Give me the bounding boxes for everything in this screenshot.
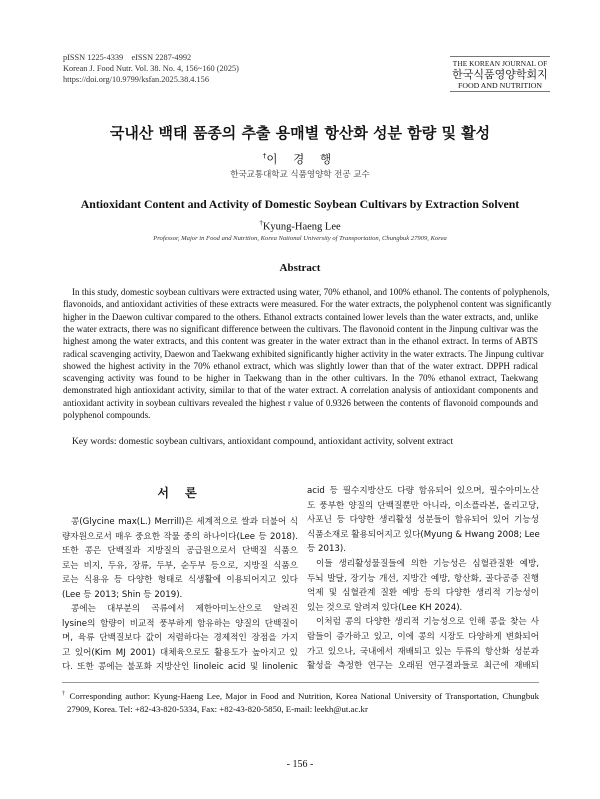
abstract-line: radical scavenging activity, Daewon and Taekwang exhibited significantly higher activity in the water extracts. The Jinpung cultivar xyxy=(63,348,544,359)
footnote-divider xyxy=(62,682,539,683)
doi-link[interactable]: https://doi.org/10.9799/ksfan.2025.38.4.156 xyxy=(63,75,209,84)
abstract-line: antioxidant activity in soybean cultivars revealed the highest r value of 0.9326 between the contents of flavonoid compounds and xyxy=(63,397,538,408)
paragraph-line: 콩에는 대부분의 곡류에서 제한아미노산으로 알려진 xyxy=(71,604,298,614)
paragraph-line: 또한 콩은 단백질과 지방질의 공급원으로서 단백질 식품으 xyxy=(62,546,298,556)
paragraph-line: 있는 것으로 알려져 있다(Lee KH 2024). xyxy=(307,602,463,613)
english-author-name: Kyung-Haeng Lee xyxy=(262,221,341,233)
journal-name-line1: THE KOREAN JOURNAL OF xyxy=(452,59,548,68)
paragraph-line: 억제 및 심혈관계 질환 예방 등의 다양한 생리적 기능성이 xyxy=(307,588,539,599)
journal-name-korean: 한국식품영양학회지 xyxy=(452,68,548,81)
introduction-heading: 서 론 xyxy=(157,486,203,500)
journal-name-line3: FOOD AND NUTRITION xyxy=(457,81,543,90)
paragraph-line: 콩(Glycine max(L.) Merrill)은 세계적으로 쌀과 더불어 식 xyxy=(71,517,298,527)
english-affiliation: Professor, Major in Food and Nutrition, Korea National University of Transportation, Chungbuk 27909, Korea xyxy=(153,235,447,242)
dagger-mark: † xyxy=(259,219,263,227)
korean-author-name: 이 경 행 xyxy=(266,152,338,166)
abstract-line: higher in the Daewon cultivar compared to the others. Ethanol extracts contained lower levels than the water extracts, and, unlike xyxy=(63,311,538,322)
abstract-line: flavonoids, and antioxidant activities of these extracts were measured. For the water extracts, the polyphenol content was significantly xyxy=(63,299,552,310)
paragraph-line: 활성을 측정한 연구는 오래된 연구결과들로 최근에 재배되 xyxy=(307,661,539,672)
footnote-line-2: 27909, Korea. Tel: +82-43-820-5334, Fax: +82-43-820-5850, E-mail: leekh@ut.ac.kr xyxy=(67,703,368,714)
korean-title: 국내산 백태 품종의 추출 용매별 항산화 성분 함량 및 활성 xyxy=(109,124,491,142)
paragraph-line: 식품소재로 활용되어지고 있다(Myung & Hwang 2008; Lee xyxy=(307,529,540,540)
paragraph-line: 고 있어(Kim MJ 2001) 대체육으로도 활용도가 높아지고 있 xyxy=(62,647,298,658)
paragraph-line: lysine의 함량이 비교적 풍부하게 함유하는 양질의 단백질이 xyxy=(62,618,298,629)
paragraph-line: 로는 비지, 두유, 장류, 두부, 순두부 등으로, 지방질 식품으 xyxy=(62,560,298,571)
abstract-line: demonstrated high antioxidant activity, similar to that of the water extract. A correlation analysis of antioxidant components and xyxy=(63,385,538,396)
footnote-line-1: Corresponding author: Kyung-Haeng Lee, Major in Food and Nutrition, Korea National University of Transportation, Chungbuk xyxy=(69,690,540,701)
footnote xyxy=(62,688,539,716)
article-meta xyxy=(63,52,239,85)
paragraph-line: 이처럼 콩의 다양한 생리적 기능성으로 인해 콩을 찾는 사 xyxy=(316,617,539,628)
paragraph-line: 두뇌 발달, 장기능 개선, 지방간 예방, 항산화, 골다공증 진행 xyxy=(307,573,539,584)
paragraph-line: (Lee 등 2013; Shin 등 2019). xyxy=(62,589,183,600)
dagger-mark: † xyxy=(62,691,67,697)
paragraph-line: 량자원으로서 매우 중요한 작물 중의 하나이다(Lee 등 2018). xyxy=(62,531,298,542)
abstract-line: highest among the water extracts, and this content was greater in the water extract than in the ethanol extract. In terms of ABTS xyxy=(63,336,538,347)
korean-author xyxy=(0,151,600,167)
citation: Korean J. Food Nutr. Vol. 38. No. 4, 156~160 (2025) xyxy=(63,64,239,73)
abstract-heading: Abstract xyxy=(279,262,321,274)
dagger-mark: † xyxy=(262,152,267,161)
korean-affiliation: 한국교통대학교 식품영양학 전공 교수 xyxy=(230,170,370,180)
paragraph-line: 등 2013). xyxy=(307,544,346,555)
paragraph-line: 도 풍부한 양질의 단백질뿐만 아니라, 이소플라본, 올리고당, xyxy=(307,500,539,511)
english-author xyxy=(0,219,600,233)
journal-logo xyxy=(450,56,550,92)
issn: pISSN 1225-4339 eISSN 2287-4992 xyxy=(63,53,192,62)
abstract-line: scavenging activity was found to be higher in Taekwang than in the other cultivars. In the 70% ethanol extract, Taekwang xyxy=(63,373,538,384)
paragraph-line: 며, 육류 단백질보다 값이 저렴하다는 경제적인 장점을 가지 xyxy=(62,633,298,643)
paragraph-line: 다. 또한 콩에는 불포화 지방산인 linoleic acid 및 linolenic xyxy=(62,662,298,672)
abstract-line: polyphenol compounds. xyxy=(63,410,151,420)
paragraph-line: 이들 생리활성물질들에 의한 기능성은 심혈관질환 예방, xyxy=(316,559,539,569)
english-title: Antioxidant Content and Activity of Domestic Soybean Cultivars by Extraction Solvent xyxy=(80,197,520,211)
keywords: Key words: domestic soybean cultivars, antioxidant compound, antioxidant activity, solvent extract xyxy=(72,436,454,447)
paragraph-line: 사포닌 등 다양한 생리활성 성분들이 함유되어 있어 기능성 xyxy=(307,515,539,526)
paragraph-line: 람들이 증가하고 있고, 이에 콩의 시장도 다양하게 변화되어 xyxy=(307,632,539,642)
abstract-line: showed the highest activity in the 70% ethanol extract, which was slightly lower than that of the water extract. DPPH radical xyxy=(63,360,538,371)
paragraph-line: 로는 식용유 등 다양한 형태로 식생활에 이용되어지고 있다 xyxy=(62,575,298,585)
page-number: - 156 - xyxy=(286,759,314,770)
abstract-line: the water extracts, there was no significant difference between the cultivars. The flavonoid content in the Jinpung cultivar was the xyxy=(63,323,538,334)
paragraph-line: acid 등 필수지방산도 다량 함유되어 있으며, 필수아미노산 xyxy=(307,486,539,496)
paragraph-line: 가고 있으나, 국내에서 재배되고 있는 두류의 항산화 성분과 xyxy=(307,646,539,657)
abstract-line: In this study, domestic soybean cultivars were extracted using water, 70% ethanol, and 100% ethanol. The contents of polyphenols, xyxy=(72,287,550,297)
